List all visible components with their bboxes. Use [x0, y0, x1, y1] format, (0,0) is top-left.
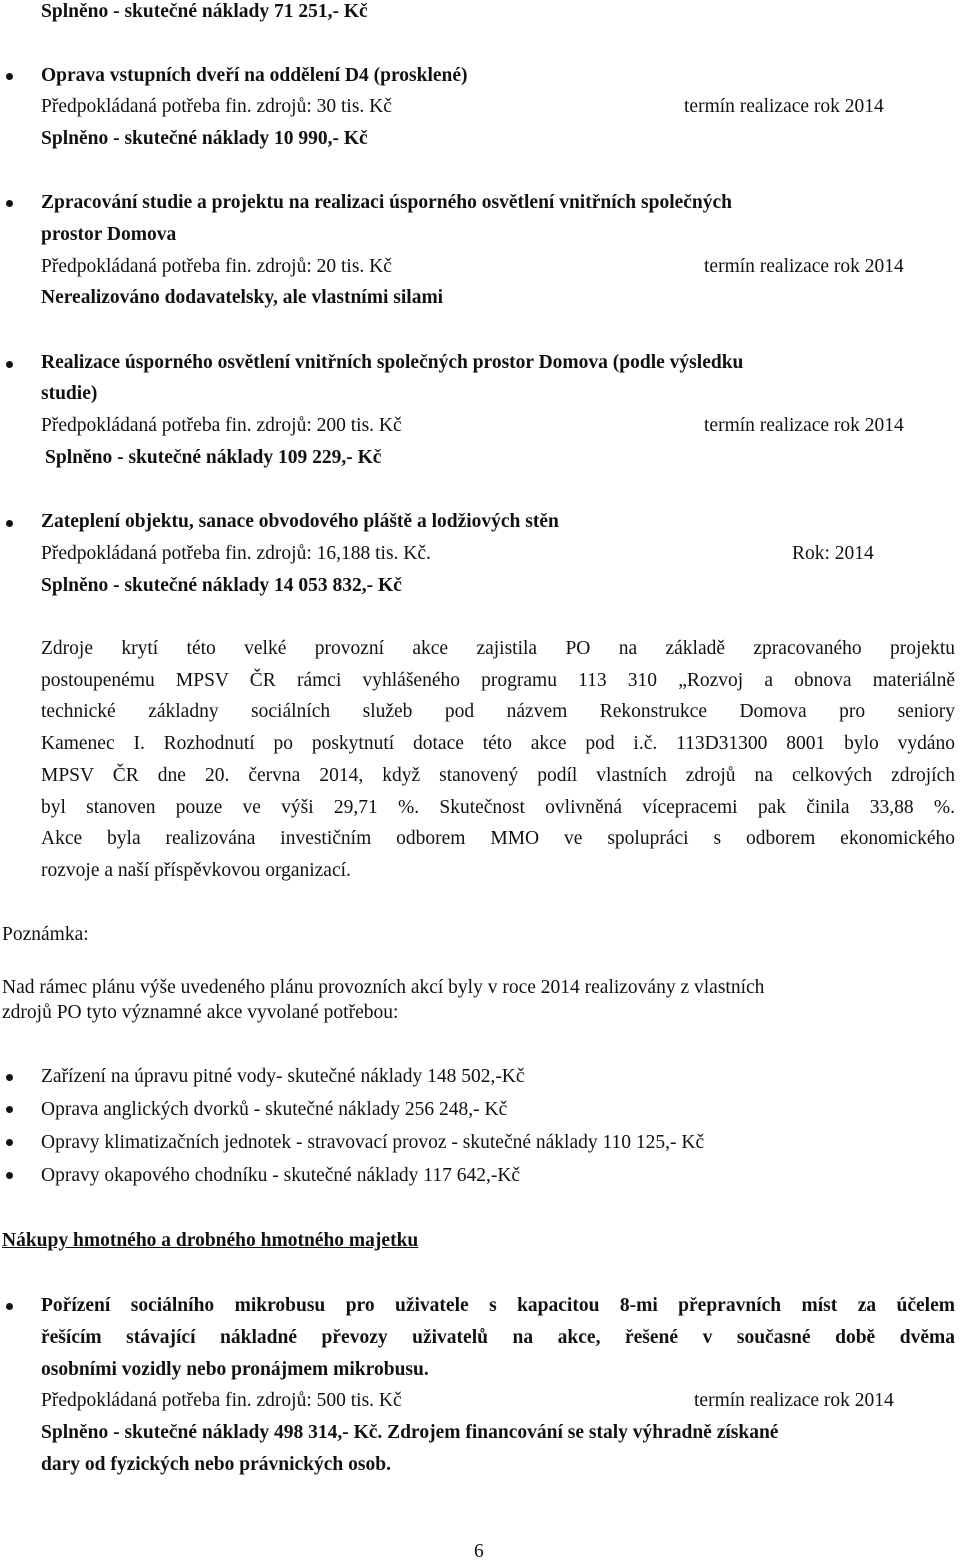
- bullet-icon: [6, 73, 13, 80]
- note-text-line1: Nad rámec plánu výše uvedeného plánu provozních akcí byly v roce 2014 realizovány z vlastních: [2, 977, 765, 998]
- section2-item-line2: řešícím stávající nákladné převozy uživatelů na akce, řešené v současné době dvěma: [41, 1327, 955, 1348]
- bullet-icon: [6, 200, 13, 207]
- item-3-title-line1: Realizace úsporného osvětlení vnitřních společných prostor Domova (podle výsledku: [41, 352, 744, 373]
- bullet-icon: [6, 1106, 13, 1113]
- section2-funding: Předpokládaná potřeba fin. zdrojů: 500 tis. Kč: [41, 1390, 402, 1411]
- item-3-title-line2: studie): [41, 383, 98, 404]
- bullet-icon: [6, 1172, 13, 1179]
- note-list-item: Oprava anglických dvorků - skutečné náklady 256 248,- Kč: [41, 1099, 508, 1120]
- bullet-icon: [6, 361, 13, 368]
- bullet-icon: [6, 1139, 13, 1146]
- item-3-funding: Předpokládaná potřeba fin. zdrojů: 200 tis. Kč: [41, 415, 402, 436]
- paragraph-line: byl stanoven pouze ve výši 29,71 %. Skutečnost ovlivněná vícepracemi pak činila 33,88 %.: [41, 797, 955, 818]
- note-list-item: Zařízení na úpravu pitné vody- skutečné náklady 148 502,-Kč: [41, 1066, 525, 1087]
- section2-result-line1: Splněno - skutečné náklady 498 314,- Kč. Zdrojem financování se staly výhradně získané: [41, 1422, 779, 1443]
- item-3-term: termín realizace rok 2014: [704, 415, 904, 436]
- section2-term: termín realizace rok 2014: [694, 1390, 894, 1411]
- item-1-title: Oprava vstupních dveří na oddělení D4 (prosklené): [41, 65, 468, 86]
- bullet-icon: [6, 520, 13, 527]
- page-number: 6: [474, 1541, 484, 1562]
- paragraph-line: Akce byla realizována investičním odborem MMO ve spolupráci s odborem ekonomického: [41, 828, 955, 849]
- item-2-result: Nerealizováno dodavatelsky, ale vlastními silami: [41, 287, 444, 308]
- item-1-term: termín realizace rok 2014: [684, 96, 884, 117]
- section2-item-line1: Pořízení sociálního mikrobusu pro uživatele s kapacitou 8-mi přepravních míst za účelem: [41, 1295, 955, 1316]
- item-2-title-line1: Zpracování studie a projektu na realizaci úsporného osvětlení vnitřních společných: [41, 192, 733, 213]
- top-spent: Splněno - skutečné náklady 71 251,- Kč: [41, 1, 368, 22]
- paragraph-line: postoupenému MPSV ČR rámci vyhlášeného programu 113 310 „Rozvoj a obnova materiálně: [41, 670, 955, 691]
- item-1-result: Splněno - skutečné náklady 10 990,- Kč: [41, 128, 368, 149]
- item-2-title-line2: prostor Domova: [41, 224, 177, 245]
- item-4-term: Rok: 2014: [792, 543, 874, 564]
- paragraph-line: MPSV ČR dne 20. června 2014, když stanovený podíl vlastních zdrojů na celkových zdrojích: [41, 765, 955, 786]
- paragraph-line: technické základny sociálních služeb pod názvem Rekonstrukce Domova pro seniory: [41, 701, 955, 722]
- section2-result-line2: dary od fyzických nebo právnických osob.: [41, 1454, 391, 1475]
- item-4-funding: Předpokládaná potřeba fin. zdrojů: 16,188 tis. Kč.: [41, 543, 431, 564]
- paragraph-line-last: rozvoje a naší příspěvkovou organizací.: [41, 860, 351, 881]
- item-2-term: termín realizace rok 2014: [704, 256, 904, 277]
- section2-item-line3: osobními vozidly nebo pronájmem mikrobusu.: [41, 1359, 429, 1380]
- item-2-funding: Předpokládaná potřeba fin. zdrojů: 20 tis. Kč: [41, 256, 392, 277]
- item-4-title: Zateplení objektu, sanace obvodového pláště a lodžiových stěn: [41, 511, 559, 532]
- paragraph-line: Kamenec I. Rozhodnutí po poskytnutí dotace této akce pod i.č. 113D31300 8001 bylo vydáno: [41, 733, 955, 754]
- note-text-line2: zdrojů PO tyto významné akce vyvolané potřebou:: [2, 1002, 399, 1023]
- item-1-funding: Předpokládaná potřeba fin. zdrojů: 30 tis. Kč: [41, 96, 392, 117]
- paragraph-line: Zdroje krytí této velké provozní akce zajistila PO na základě zpracovaného projektu: [41, 638, 955, 659]
- bullet-icon: [6, 1074, 13, 1081]
- note-list-item: Opravy klimatizačních jednotek - stravovací provoz - skutečné náklady 110 125,- Kč: [41, 1132, 705, 1153]
- item-3-result: Splněno - skutečné náklady 109 229,- Kč: [45, 447, 382, 468]
- item-4-result: Splněno - skutečné náklady 14 053 832,- Kč: [41, 575, 402, 596]
- note-list-item: Opravy okapového chodníku - skutečné náklady 117 642,-Kč: [41, 1165, 521, 1186]
- section-heading: Nákupy hmotného a drobného hmotného majetku: [2, 1230, 419, 1251]
- bullet-icon: [6, 1303, 13, 1310]
- note-heading: Poznámka:: [2, 924, 89, 945]
